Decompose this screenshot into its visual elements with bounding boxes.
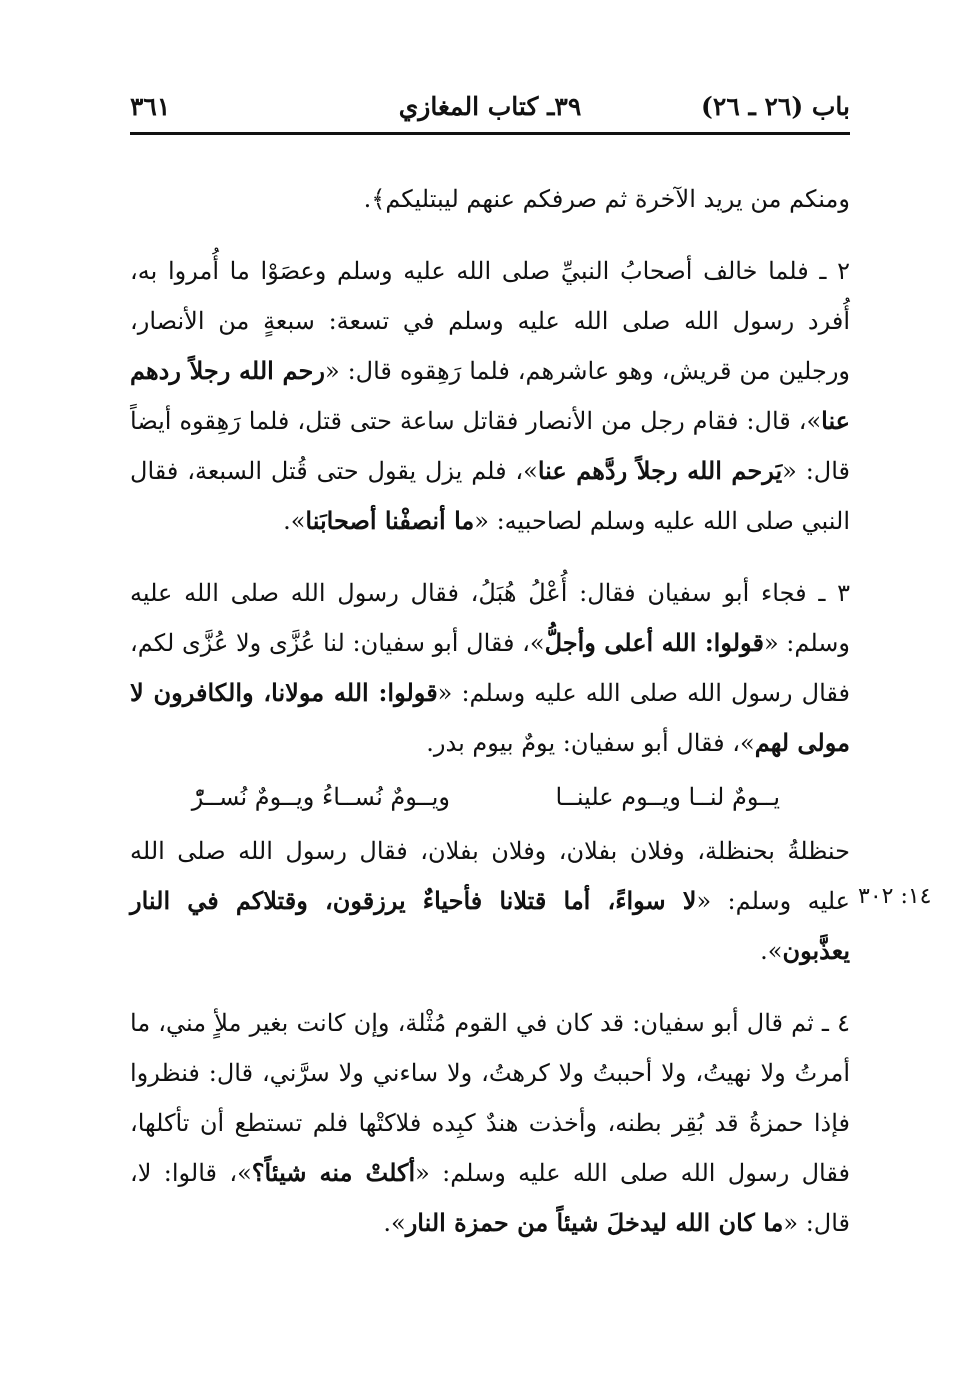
paragraph-3-continued: حنظلةُ بحنظلة، وفلان بفلان، وفلان بفلان، فقال رسول الله صلى الله عليه وسلم: «لا سواءً، أما قتلانا فأحياءٌ يرزقون، وقتلاكم في النار يعذَّبون».: [130, 837, 850, 965]
poem-hemistich-2: ويــومٌ نُســاءُ ويــومٌ نُســرّْ: [191, 783, 450, 811]
paragraph-4: ٤ ـ ثم قال أبو سفيان: قد كان في القوم مُثْلة، وإن كانت بغير ملأٍ مني، ما أمرتُ ولا نهيتُ، ولا أحببتُ ولا كرهتُ، ولا ساءني ولا سرَّني، قال: فنظروا فإذا حمزةُ قد بُقِر بطنه، وأخذت هندٌ كبِده فلاكتْها فلم تستطع أن تأكلها، فقال رسول الله صلى الله عليه وسلم: «أكلتْ منه شيئاً؟»، قالوا: لا، قال: «ما كان الله ليدخلَ شيئاً من حمزة النار».: [130, 1009, 850, 1237]
page-body: [130, 174, 850, 1248]
paragraph-3: ٣ ـ فجاء أبو سفيان فقال: أُعْلُ هُبَلُ، فقال رسول الله صلى الله عليه وسلم: «قولوا: الله أعلى وأجلُّ»، فقال أبو سفيان: لنا عُزَّى ولا عُزَّى لكم، فقال رسول الله صلى الله عليه وسلم: «قولوا: الله مولانا، والكافرون لا مولى لهم»، فقال أبو سفيان: يومٌ بيوم بدر.: [130, 579, 851, 757]
page-number: ٣٦١: [130, 92, 171, 121]
verse-ending: ومنكم من يريد الآخرة ثم صرفكم عنهم ليبتليكم﴾.: [363, 185, 850, 213]
paragraph-2: ٢ ـ فلما خالف أصحابُ النبيِّ صلى الله عليه وسلم وعصَوْا ما أُمروا به، أُفرد رسول الله صلى الله عليه وسلم في تسعة: سبعةٍ من الأنصار، ورجلين من قريش، وهو عاشرهم، فلما رَهِقوه قال: «رحم الله رجلاً ردهم عنا»، قال: فقام رجل من الأنصار فقاتل ساعة حتى قتل، فلما رَهِقوه أيضاً قال: «يَرحم الله رجلاً ردَّهم عنا»، فلم يزل يقول حتى قُتل السبعة، فقال النبي صلى الله عليه وسلم لصاحبيه: «ما أنصفْنا أصحابَنا».: [130, 257, 850, 535]
chapter-range: باب (٢٦ ـ ٢٦): [701, 92, 850, 121]
poem-verse: [130, 768, 850, 826]
margin-reference: ١٤: ٣٠٢: [858, 884, 932, 909]
poem-hemistich-1: يــومٌ لنــا ويــوم علينــا: [555, 783, 780, 811]
book-title: ٣٩ـ كتاب المغازي: [398, 92, 582, 121]
running-header: [130, 86, 850, 135]
